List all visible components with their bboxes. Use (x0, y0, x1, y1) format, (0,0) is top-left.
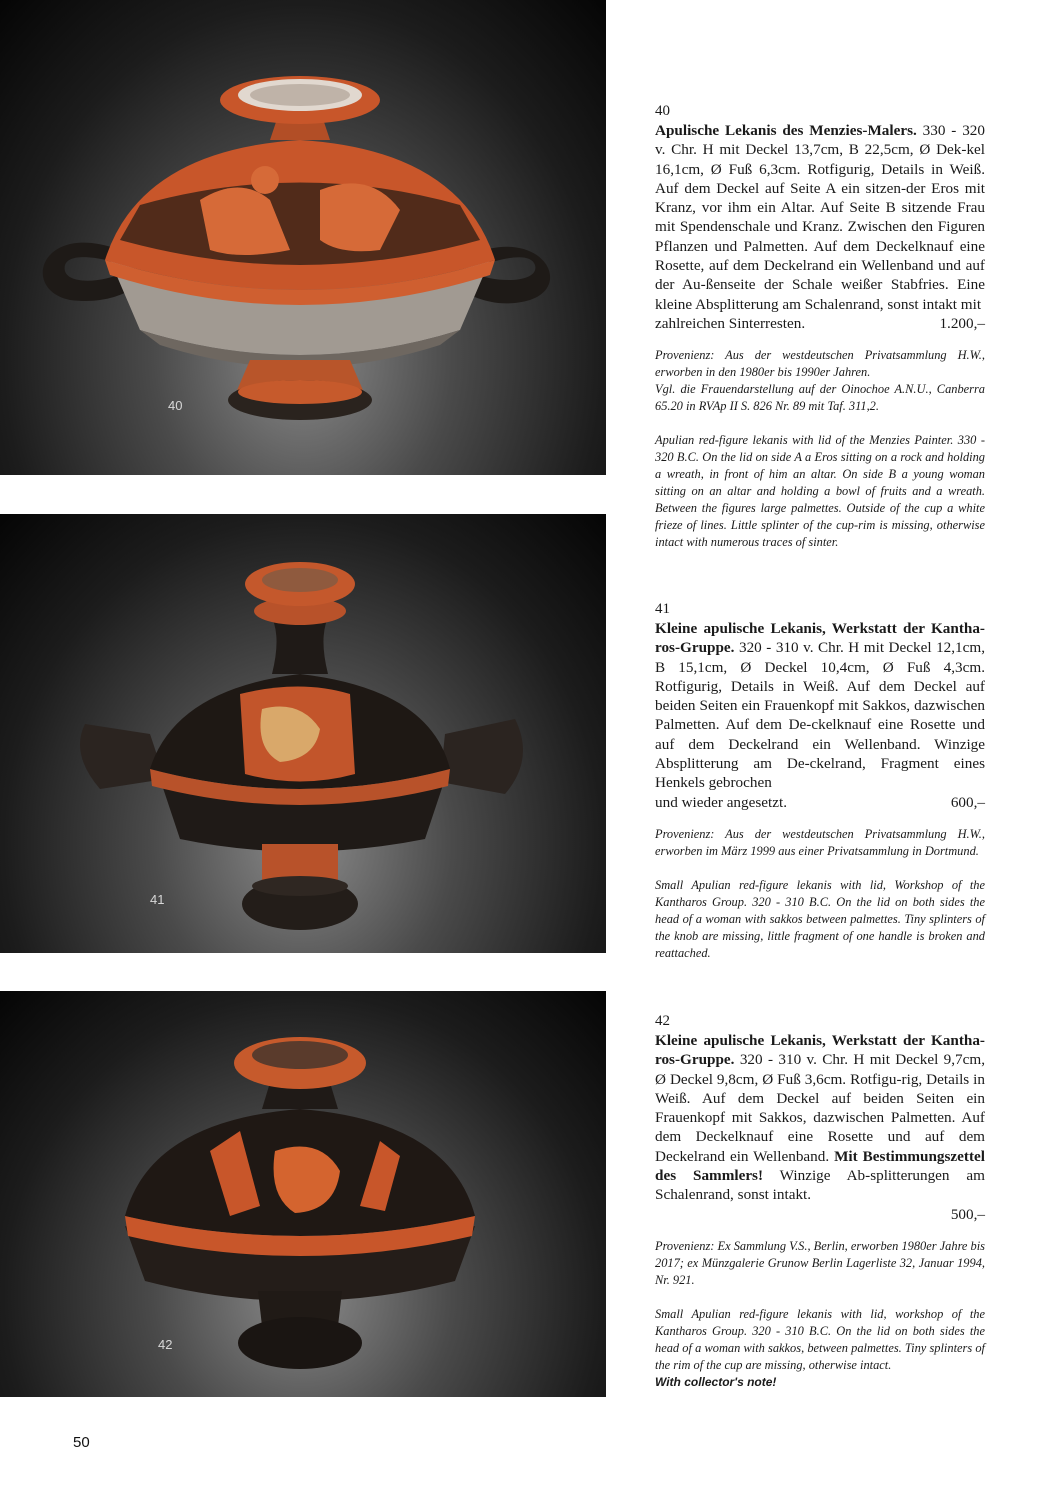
desc-line: zahlreichen Sinterresten. (655, 314, 806, 332)
lot-price: 600,– (950, 793, 985, 811)
lot-42-photo (0, 991, 606, 1397)
english-description (655, 432, 985, 551)
desc-line: kel 16,1cm, Ø Fuß 6,3cm. Rotfigurig, Details in Weiß. Auf dem Deckel auf Seite A ein sitzen- (655, 141, 985, 197)
desc-line: und wieder angesetzt. (655, 793, 787, 811)
lot-40-entry (655, 102, 985, 551)
provenance-note (655, 347, 985, 415)
desc-line: ßenseite der Schale weißer Stabfries. Eine kleine Absplitterung am Schalenrand, sonst intakt mit (655, 276, 985, 313)
photo-lot-number: 41 (150, 892, 165, 907)
desc-line: 320 - 310 v. Chr. H mit Deckel 12,1cm, B 15,1cm, Ø Deckel 10,4cm, Ø Fuß 4,3cm. Rotfigurig, Details in Weiß. Auf dem Deckel auf beiden Seiten ein Frauenkopf mit Sakkos, dazwischen Palmetten. Auf dem De- (655, 639, 985, 734)
page-number: 50 (73, 1434, 90, 1451)
lot-price: 500,– (950, 1205, 985, 1223)
english-text: Small Apulian red-figure lekanis with lid, Workshop of the Kantharos Group. 320 - 310 B.C. On the lid on both sides the head of a woman with sakkos between palmettes. Tiny splinters of the knob are missing, little fragment of one handle is broken and reattached. (655, 877, 985, 960)
lot-42-entry (655, 1012, 985, 1391)
photo-lot-number: 42 (158, 1337, 173, 1352)
lot-description (655, 121, 985, 333)
photo-lot-number: 40 (168, 398, 183, 413)
provenance-note (655, 826, 985, 860)
price-row (655, 314, 985, 333)
price-row (655, 793, 985, 812)
lot-description (655, 1031, 985, 1224)
comparison: Vgl. die Frauendarstellung auf der Oinochoe A.N.U., Canberra 65.20 in RVAp II S. 826 Nr. 89 mit Taf. 311,2. (655, 382, 985, 414)
desc-line: 330 - 320 v. Chr. H mit Deckel 13,7cm, B 22,5cm, Ø Dek- (655, 122, 985, 159)
lot-number: 42 (655, 1013, 670, 1029)
lot-40-photo (0, 0, 606, 475)
english-description (655, 1306, 985, 1391)
lekanis-42-illustration (0, 991, 606, 1397)
desc-text: 320 - 310 v. Chr. H mit Deckel 9,7cm, Ø Deckel 9,8cm, Ø Fuß 3,6cm. Rotfigu-rig, Details in Weiß. Auf dem Deckel auf beiden Seiten ein Frauenkopf mit Sakkos, dazwischen Palmetten. Auf dem Deckelknauf eine Rosette und auf dem Deckelrand ein Wellenband. (655, 1051, 985, 1165)
lot-title: Kleine apulische Lekanis, Werkstatt der Kantha-ros-Gruppe. (655, 1032, 985, 1069)
english-text: Apulian red-figure lekanis with lid of the Menzies Painter. 330 - 320 B.C. On the lid on side A a Eros sitting on a rock and holding a wreath, in front of him an altar. On side B a young woman sitting on an altar and holding a bowl of fruits and a wreath. Between the figures large palmettes. Outside of the cup a white frieze of lines. Little splinter of the cup-rim is missing, otherwise intact with numerous traces of sinter. (655, 433, 985, 550)
desc-text: Winzige Ab-splitterungen am Schalenrand, sonst intakt. (655, 1167, 985, 1204)
lot-price: 1.200,– (939, 314, 985, 332)
english-text: Small Apulian red-figure lekanis with lid, workshop of the Kantharos Group. 320 - 310 B.C. On the lid on both sides the head of a woman with sakkos, between palmettes. Tiny splinters of the rim of the cup are missing, otherwise intact. (655, 1306, 985, 1372)
lekanis-41-illustration (0, 514, 606, 953)
lot-description (655, 619, 985, 812)
desc-line: ckelknauf eine Rosette und auf dem Deckelrand ein Wellenband. Winzige Absplitterung am De- (655, 716, 985, 773)
provenance: Provenienz: Ex Sammlung V.S., Berlin, erworben 1980er Jahre bis 2017; ex Münzgalerie Grunow Berlin Lagerliste 32, Januar 1994, Nr. 921. (655, 1238, 985, 1287)
lot-number: 41 (655, 601, 670, 617)
lot-41-photo (0, 514, 606, 953)
provenance: Provenienz: Aus der westdeutschen Privatsammlung H.W., erworben in den 1980er bis 1990er Jahren. (655, 348, 985, 380)
english-description (655, 877, 985, 962)
provenance: Provenienz: Aus der westdeutschen Privatsammlung H.W., erworben im März 1999 aus einer Privatsammlung in Dortmund. (655, 826, 985, 858)
lot-41-entry (655, 600, 985, 962)
desc-line: ckelrand, Fragment eines Henkels gebrochen (655, 755, 985, 792)
desc-line: der Eros mit Kranz, vor ihm ein Altar. Auf Seite B sitzende Frau mit Spendenschale und Kranz. Zwischen den Figuren Pflanzen und Palmetten. Auf dem Deckelknauf eine Rosette, auf dem Deckelrand ein Wellenband und auf der Au- (655, 179, 986, 294)
collector-note-bold: Mit Bestimmungszettel des Sammlers! (655, 1147, 985, 1185)
lot-title: Apulische Lekanis des Menzies-Malers. (655, 122, 917, 139)
provenance-note (655, 1238, 985, 1289)
lot-number: 40 (655, 103, 670, 119)
english-collector-note: With collector's note! (655, 1374, 777, 1389)
lot-title: Kleine apulische Lekanis, Werkstatt der Kantha-ros-Gruppe. (655, 620, 985, 657)
lekanis-40-illustration (0, 0, 606, 475)
